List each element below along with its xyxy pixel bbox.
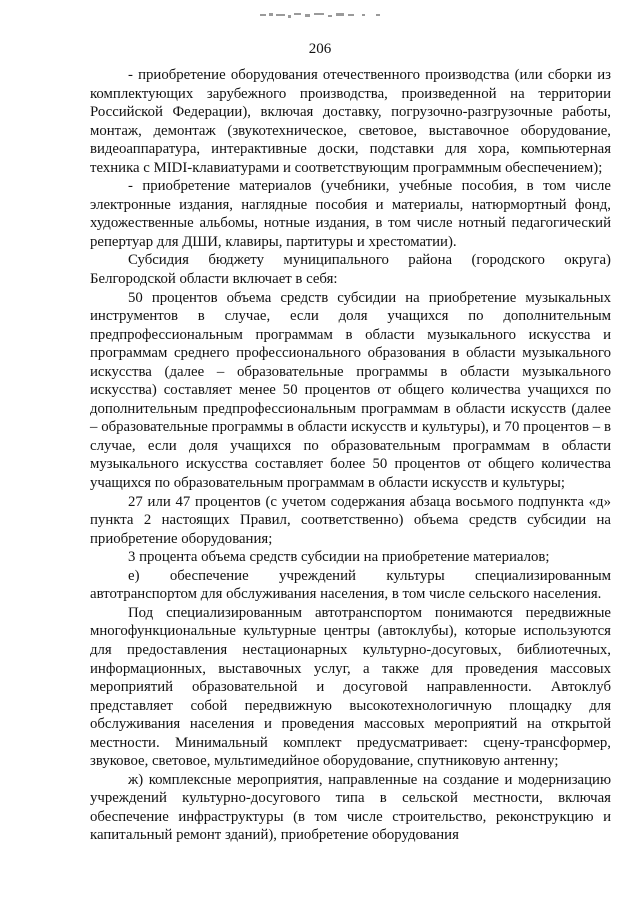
body-text — [90, 66, 611, 845]
paragraph-materials-share: 3 процента объема средств субсидии на приобретение материалов; — [128, 549, 550, 566]
paragraph-subsidy-intro: Субсидия бюджету муниципального района (городского округа) Белгородской области включает в себя: — [90, 252, 611, 288]
paragraph-item-zh: ж) комплексные мероприятия, направленные на создание и модернизацию учреждений культурно-досугового типа в сельской местности, включая обеспечение инфраструктуры (в том числе строительство, реконструкцию и капитальный ремонт зданий), приобретение оборудования — [90, 771, 611, 844]
paragraph-item-e: е) обеспечение учреждений культуры специализированным автотранспортом для обслуживания населения, в том числе сельского населения. — [90, 567, 611, 603]
page-number: 206 — [308, 41, 332, 57]
paragraph-instruments-share: 50 процентов объема средств субсидии на приобретение музыкальных инструментов в случае, если доля учащихся по дополнительным предпрофессиональным программам в области музыкального искусства и программам среднего профессионального образования в области музыкального искусства (далее – образовательные программы в области музыкального искусства) составляет менее 50 процентов от общего количества учащихся по дополнительным предпрофессиональным программам в области искусств (далее – образовательные программы в области искусств и культуры), и 70 процентов – в случае, если доля учащихся по образовательным программам в области музыкального искусства составляет более 50 процентов от общего количества учащихся по образовательным программам в области искусств и культуры; — [90, 289, 611, 492]
paragraph-equipment-share: 27 или 47 процентов (с учетом содержания абзаца восьмого подпункта «д» пункта 2 настоящих Правил, соответственно) объема средств субсидии на приобретение оборудования; — [90, 493, 611, 547]
paragraph-equipment: - приобретение оборудования отечественного производства (или сборки из комплектующих зарубежного производства, произведенной на территории Российской Федерации), включая доставку, погрузочно-разгрузочные работы, монтаж, демонтаж (звукотехническое, световое, выставочное оборудование, видеоаппаратура, интерактивные доски, подставки для хора, компьютерная техника с MIDI-клавиатурами и соответствующим программным обеспечением); — [90, 67, 611, 176]
scan-artifact — [258, 8, 388, 22]
paragraph-materials: - приобретение материалов (учебники, учебные пособия, в том числе электронные издания, наглядные пособия и материалы, натюрмортный фонд, художественные альбомы, нотные издания, в том числе нотный педагогический репертуар для ДШИ, клавиры, партитуры и хрестоматии). — [90, 178, 611, 250]
paragraph-autoclub: Под специализированным автотранспортом понимаются передвижные многофункциональные культурные центры (автоклубы), которые используются для предоставления нестационарных культурно-досуговых, библиотечных, информационных, выставочных услуг, а также для проведения массовых мероприятий образовательной и досуговой направленности. Автоклуб представляет собой передвижную высокотехнологичную площадку для обслуживания населения и проведения массовых мероприятий на открытой местности. Минимальный комплект предусматривает: сцену-трансформер, звуковое, световое, мультимедийное оборудование, спутниковую антенну; — [90, 604, 611, 770]
